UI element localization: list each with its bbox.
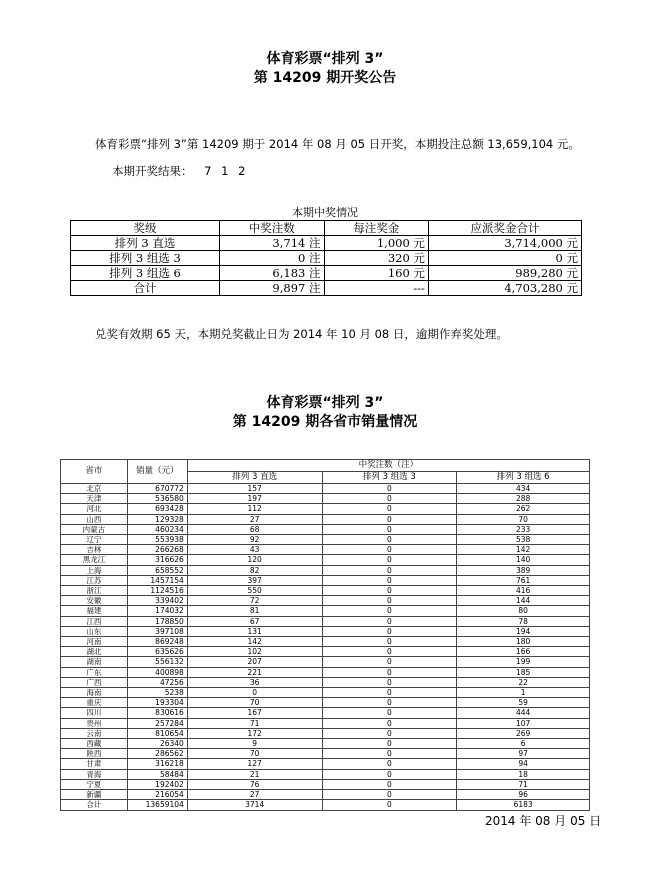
table-cell: 434 xyxy=(457,484,590,494)
sales-title-2: 第 14209 期各省市销量情况 xyxy=(232,414,418,430)
table-cell: 0 xyxy=(322,494,457,504)
table-row xyxy=(61,616,590,626)
table-row xyxy=(61,514,590,524)
table-cell: 天津 xyxy=(61,494,128,504)
table-cell: 192402 xyxy=(127,779,187,789)
table-cell: 河北 xyxy=(61,504,128,514)
table-cell: 0 xyxy=(322,555,457,565)
table-cell: 167 xyxy=(187,708,322,718)
table-row xyxy=(61,667,590,677)
announcement-text: 体育彩票“排列 3”第 14209 期于 2014 年 08 月 05 日开奖，本期投注总额 13,659,104 元。 xyxy=(95,137,580,151)
table-cell: 27 xyxy=(187,790,322,800)
table-cell: 甘肃 xyxy=(61,759,128,769)
table-cell: 山东 xyxy=(61,626,128,636)
table-cell: 185 xyxy=(457,667,590,677)
table-cell: 96 xyxy=(457,790,590,800)
table-cell: 27 xyxy=(187,514,322,524)
table-cell: 重庆 xyxy=(61,698,128,708)
table-cell: 3714 xyxy=(187,800,322,810)
table-cell: 山西 xyxy=(61,514,128,524)
table-cell: 157 xyxy=(187,484,322,494)
table-cell: 286562 xyxy=(127,749,187,759)
prize-cell: 6,183 注 xyxy=(220,266,324,281)
table-cell: 宁夏 xyxy=(61,779,128,789)
prize-cell: 合计 xyxy=(71,281,220,296)
table-cell: 47256 xyxy=(127,677,187,687)
table-cell: 0 xyxy=(322,677,457,687)
table-cell: 339402 xyxy=(127,596,187,606)
table-cell: 58484 xyxy=(127,769,187,779)
table-cell: 0 xyxy=(322,667,457,677)
table-cell: 0 xyxy=(322,626,457,636)
result-label: 本期开奖结果： xyxy=(112,164,193,178)
table-cell: 云南 xyxy=(61,728,128,738)
table-cell: 257284 xyxy=(127,718,187,728)
table-cell: 82 xyxy=(187,565,322,575)
table-cell: 397108 xyxy=(127,626,187,636)
table-cell: 0 xyxy=(322,749,457,759)
table-cell: 广东 xyxy=(61,667,128,677)
table-cell: 416 xyxy=(457,586,590,596)
table-row xyxy=(61,677,590,687)
table-cell: 6183 xyxy=(457,800,590,810)
table-cell: 1124516 xyxy=(127,586,187,596)
prize-cell: 3,714,000 元 xyxy=(428,236,581,251)
draw-result xyxy=(112,163,248,179)
table-cell: 18 xyxy=(457,769,590,779)
table-cell: 0 xyxy=(322,484,457,494)
table-cell: 湖南 xyxy=(61,657,128,667)
result-numbers: 7 1 2 xyxy=(204,164,249,178)
table-cell: 180 xyxy=(457,637,590,647)
table-cell: 810654 xyxy=(127,728,187,738)
table-cell: 68 xyxy=(187,524,322,534)
table-cell: 59 xyxy=(457,698,590,708)
table-cell: 26340 xyxy=(127,739,187,749)
table-cell: 97 xyxy=(457,749,590,759)
table-cell: 湖北 xyxy=(61,647,128,657)
prize-row xyxy=(71,236,582,251)
prize-cell: 1,000 元 xyxy=(324,236,428,251)
prize-row xyxy=(71,266,582,281)
table-cell: 西藏 xyxy=(61,739,128,749)
table-cell: 460234 xyxy=(127,524,187,534)
table-cell: 海南 xyxy=(61,688,128,698)
table-cell: 0 xyxy=(322,718,457,728)
table-row xyxy=(61,626,590,636)
report-date: 2014 年 08 月 05 日 xyxy=(485,814,602,828)
table-row xyxy=(61,739,590,749)
table-row xyxy=(61,708,590,718)
table-row xyxy=(61,565,590,575)
table-cell: 233 xyxy=(457,524,590,534)
table-cell: 13659104 xyxy=(127,800,187,810)
table-cell: 140 xyxy=(457,555,590,565)
table-cell: 1 xyxy=(457,688,590,698)
table-cell: 107 xyxy=(457,718,590,728)
table-row xyxy=(61,596,590,606)
table-cell: 0 xyxy=(322,708,457,718)
header-group3: 排列 3 组选 3 xyxy=(322,472,457,484)
table-row xyxy=(61,790,590,800)
prize-cell: 989,280 元 xyxy=(428,266,581,281)
table-cell: 6 xyxy=(457,739,590,749)
prize-row xyxy=(71,251,582,266)
table-row xyxy=(61,637,590,647)
table-cell: 269 xyxy=(457,728,590,738)
table-cell: 556132 xyxy=(127,657,187,667)
prize-header: 应派奖金合计 xyxy=(428,221,581,236)
title-line-2: 第 14209 期开奖公告 xyxy=(253,70,397,86)
table-cell: 广西 xyxy=(61,677,128,687)
table-cell: 131 xyxy=(187,626,322,636)
table-row xyxy=(61,657,590,667)
table-row xyxy=(61,535,590,545)
table-cell: 浙江 xyxy=(61,586,128,596)
header-sales: 销量（元） xyxy=(127,460,187,484)
table-cell: 36 xyxy=(187,677,322,687)
table-row xyxy=(61,800,590,810)
table-cell: 0 xyxy=(322,790,457,800)
table-cell: 76 xyxy=(187,779,322,789)
table-cell: 316626 xyxy=(127,555,187,565)
table-cell: 上海 xyxy=(61,565,128,575)
table-cell: 合计 xyxy=(61,800,128,810)
table-cell: 陕西 xyxy=(61,749,128,759)
table-row xyxy=(61,555,590,565)
table-cell: 129328 xyxy=(127,514,187,524)
table-cell: 0 xyxy=(322,739,457,749)
table-cell: 142 xyxy=(187,637,322,647)
table-cell: 72 xyxy=(187,596,322,606)
table-cell: 1457154 xyxy=(127,575,187,585)
table-cell: 389 xyxy=(457,565,590,575)
table-cell: 0 xyxy=(322,565,457,575)
table-cell: 174032 xyxy=(127,606,187,616)
table-cell: 0 xyxy=(322,586,457,596)
table-cell: 0 xyxy=(322,728,457,738)
table-cell: 193304 xyxy=(127,698,187,708)
table-row xyxy=(61,779,590,789)
title-line-1: 体育彩票“排列 3” xyxy=(266,51,384,67)
table-cell: 142 xyxy=(457,545,590,555)
table-cell: 0 xyxy=(322,504,457,514)
table-row xyxy=(61,524,590,534)
table-cell: 80 xyxy=(457,606,590,616)
prize-header: 每注奖金 xyxy=(324,221,428,236)
table-cell: 670772 xyxy=(127,484,187,494)
table-cell: 内蒙古 xyxy=(61,524,128,534)
table-row xyxy=(61,769,590,779)
table-cell: 397 xyxy=(187,575,322,585)
table-cell: 0 xyxy=(322,647,457,657)
prize-table xyxy=(70,220,582,296)
table-cell: 黑龙江 xyxy=(61,555,128,565)
prize-table-caption: 本期中奖情况 xyxy=(292,206,358,219)
table-cell: 辽宁 xyxy=(61,535,128,545)
prize-cell: 排列 3 组选 3 xyxy=(71,251,220,266)
prize-cell: 排列 3 直选 xyxy=(71,236,220,251)
table-cell: 94 xyxy=(457,759,590,769)
prize-cell: 4,703,280 元 xyxy=(428,281,581,296)
table-cell: 120 xyxy=(187,555,322,565)
table-row xyxy=(61,759,590,769)
table-row xyxy=(61,484,590,494)
header-province: 省市 xyxy=(61,460,128,484)
table-row xyxy=(61,545,590,555)
table-cell: 538 xyxy=(457,535,590,545)
table-cell: 830616 xyxy=(127,708,187,718)
table-cell: 81 xyxy=(187,606,322,616)
table-row xyxy=(61,698,590,708)
table-cell: 0 xyxy=(187,688,322,698)
table-cell: 吉林 xyxy=(61,545,128,555)
table-cell: 550 xyxy=(187,586,322,596)
table-cell: 北京 xyxy=(61,484,128,494)
table-cell: 0 xyxy=(322,596,457,606)
table-cell: 0 xyxy=(322,657,457,667)
table-cell: 172 xyxy=(187,728,322,738)
table-cell: 216054 xyxy=(127,790,187,800)
table-cell: 92 xyxy=(187,535,322,545)
prize-cell: 160 元 xyxy=(324,266,428,281)
table-cell: 127 xyxy=(187,759,322,769)
table-cell: 536580 xyxy=(127,494,187,504)
table-cell: 河南 xyxy=(61,637,128,647)
table-cell: 112 xyxy=(187,504,322,514)
table-cell: 福建 xyxy=(61,606,128,616)
table-cell: 693428 xyxy=(127,504,187,514)
table-cell: 22 xyxy=(457,677,590,687)
table-row xyxy=(61,749,590,759)
prize-header: 中奖注数 xyxy=(220,221,324,236)
table-cell: 144 xyxy=(457,596,590,606)
table-cell: 316218 xyxy=(127,759,187,769)
table-row xyxy=(61,728,590,738)
table-cell: 9 xyxy=(187,739,322,749)
table-cell: 71 xyxy=(457,779,590,789)
prize-cell: 排列 3 组选 6 xyxy=(71,266,220,281)
table-cell: 0 xyxy=(322,779,457,789)
table-cell: 207 xyxy=(187,657,322,667)
table-cell: 新疆 xyxy=(61,790,128,800)
table-cell: 0 xyxy=(322,769,457,779)
table-cell: 78 xyxy=(457,616,590,626)
table-cell: 166 xyxy=(457,647,590,657)
table-cell: 262 xyxy=(457,504,590,514)
table-cell: 0 xyxy=(322,800,457,810)
table-cell: 江苏 xyxy=(61,575,128,585)
table-cell: 0 xyxy=(322,698,457,708)
table-cell: 102 xyxy=(187,647,322,657)
table-cell: 71 xyxy=(187,718,322,728)
table-row xyxy=(61,575,590,585)
header-winners: 中奖注数（注） xyxy=(187,460,589,472)
table-cell: 869248 xyxy=(127,637,187,647)
table-cell: 70 xyxy=(457,514,590,524)
header-group6: 排列 3 组选 6 xyxy=(457,472,590,484)
table-row xyxy=(61,586,590,596)
table-cell: 青海 xyxy=(61,769,128,779)
prize-cell: 3,714 注 xyxy=(220,236,324,251)
table-cell: 0 xyxy=(322,514,457,524)
province-sales-table xyxy=(60,459,590,811)
table-row xyxy=(61,688,590,698)
prize-cell: 0 注 xyxy=(220,251,324,266)
table-cell: 221 xyxy=(187,667,322,677)
table-cell: 0 xyxy=(322,759,457,769)
table-cell: 0 xyxy=(322,637,457,647)
table-cell: 贵州 xyxy=(61,718,128,728)
table-cell: 43 xyxy=(187,545,322,555)
sales-title-1: 体育彩票“排列 3” xyxy=(266,395,384,411)
table-cell: 0 xyxy=(322,535,457,545)
table-cell: 0 xyxy=(322,616,457,626)
table-cell: 178850 xyxy=(127,616,187,626)
table-row xyxy=(61,494,590,504)
table-cell: 67 xyxy=(187,616,322,626)
table-cell: 553938 xyxy=(127,535,187,545)
table-row xyxy=(61,606,590,616)
table-cell: 658552 xyxy=(127,565,187,575)
table-row xyxy=(61,718,590,728)
table-cell: 0 xyxy=(322,688,457,698)
table-row xyxy=(61,504,590,514)
table-cell: 761 xyxy=(457,575,590,585)
table-cell: 0 xyxy=(322,606,457,616)
table-cell: 5238 xyxy=(127,688,187,698)
table-cell: 635626 xyxy=(127,647,187,657)
table-cell: 安徽 xyxy=(61,596,128,606)
table-cell: 199 xyxy=(457,657,590,667)
prize-row xyxy=(71,281,582,296)
table-row xyxy=(61,647,590,657)
table-cell: 0 xyxy=(322,524,457,534)
redemption-notice: 兑奖有效期 65 天，本期兑奖截止日为 2014 年 10 月 08 日，逾期作弃奖处理。 xyxy=(95,327,508,341)
table-cell: 288 xyxy=(457,494,590,504)
table-cell: 197 xyxy=(187,494,322,504)
table-cell: 70 xyxy=(187,698,322,708)
table-cell: 江西 xyxy=(61,616,128,626)
table-cell: 70 xyxy=(187,749,322,759)
table-cell: 0 xyxy=(322,545,457,555)
prize-cell: 9,897 注 xyxy=(220,281,324,296)
table-cell: 21 xyxy=(187,769,322,779)
table-cell: 444 xyxy=(457,708,590,718)
table-cell: 四川 xyxy=(61,708,128,718)
table-cell: 400898 xyxy=(127,667,187,677)
prize-header: 奖级 xyxy=(71,221,220,236)
prize-cell: 320 元 xyxy=(324,251,428,266)
prize-cell: 0 元 xyxy=(428,251,581,266)
table-cell: 0 xyxy=(322,575,457,585)
table-cell: 194 xyxy=(457,626,590,636)
table-cell: 266268 xyxy=(127,545,187,555)
header-direct: 排列 3 直选 xyxy=(187,472,322,484)
prize-cell: --- xyxy=(324,281,428,296)
